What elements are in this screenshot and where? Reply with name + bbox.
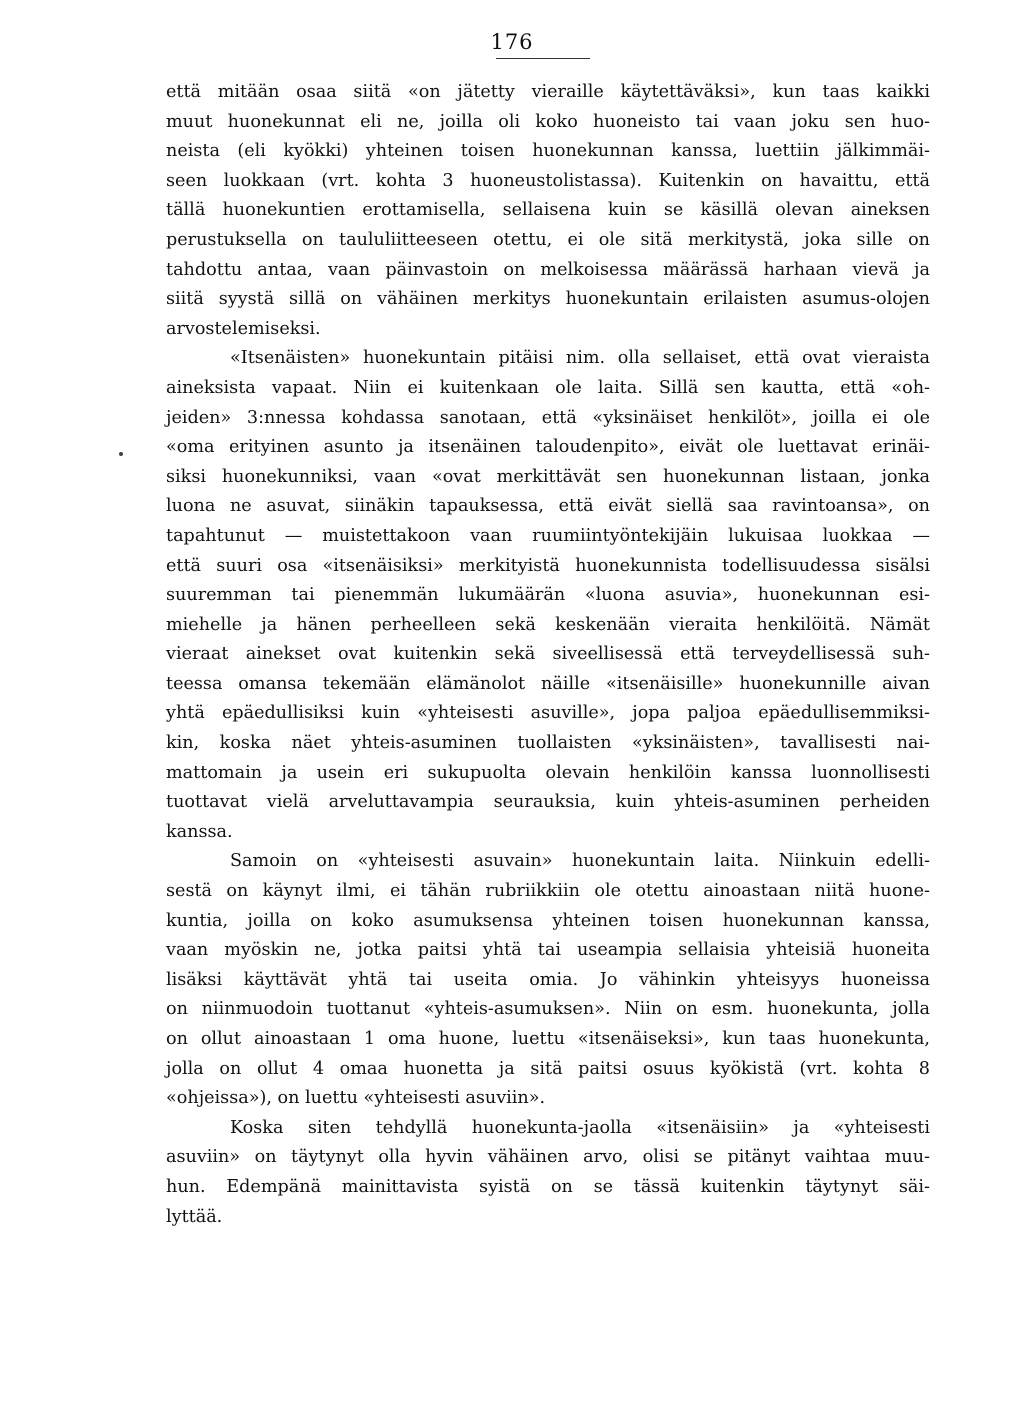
- text-line: arvostelemiseksi.: [166, 318, 321, 339]
- paragraph-start-line: Samoin on «yhteisesti asuvain» huonekuntain laita. Niinkuin edelli-: [230, 851, 930, 872]
- text-line: jolla on ollut 4 omaa huonetta ja sitä paitsi osuus kyökistä (vrt. kohta 8: [166, 1058, 930, 1079]
- text-line: lyttää.: [166, 1206, 223, 1227]
- text-line: sestä on käynyt ilmi, ei tähän rubriikkiin ole otettu ainoastaan niitä huone-: [166, 881, 930, 902]
- text-line: lisäksi käyttävät yhtä tai useita omia. Jo vähinkin yhteisyys huoneissa: [166, 969, 930, 990]
- body-text: [166, 78, 930, 1232]
- text-line: perustuksella on taululiitteeseen otettu, ei ole sitä merkitystä, joka sille on: [166, 229, 930, 250]
- text-line: luona ne asuvat, siinäkin tapauksessa, että eivät siellä saa ravintoansa», on: [166, 496, 930, 517]
- text-line: jeiden» 3:nnessa kohdassa sanotaan, että «yksinäiset henkilöt», joilla ei ole: [166, 407, 930, 428]
- text-line: vieraat ainekset ovat kuitenkin sekä siveellisessä että terveydellisessä suh-: [166, 644, 930, 665]
- margin-mark: [119, 452, 123, 456]
- text-line: hun. Edempänä mainittavista syistä on se tässä kuitenkin täytynyt säi-: [166, 1176, 930, 1197]
- text-line: «oma erityinen asunto ja itsenäinen taloudenpito», eivät ole luettavat erinäi-: [166, 437, 930, 458]
- text-line: kuntia, joilla on koko asumuksensa yhteinen toisen huonekunnan kanssa,: [166, 910, 930, 931]
- text-line: että mitään osaa siitä «on jätetty vieraille käytettäväksi», kun taas kaikki: [166, 82, 930, 102]
- paragraph-start-line: Koska siten tehdyllä huonekunta-jaolla «itsenäisiin» ja «yhteisesti: [230, 1117, 930, 1138]
- text-line: on ollut ainoastaan 1 oma huone, luettu «itsenäiseksi», kun taas huonekunta,: [166, 1029, 930, 1049]
- text-line: seen luokkaan (vrt. kohta 3 huoneustolistassa). Kuitenkin on havaittu, että: [166, 170, 930, 191]
- text-line: miehelle ja hänen perheelleen sekä keskenään vieraita henkilöitä. Nämät: [166, 614, 930, 635]
- text-line: on niinmuodoin tuottanut «yhteis-asumuksen». Niin on esm. huonekunta, jolla: [166, 999, 930, 1020]
- text-line: että suuri osa «itsenäisiksi» merkityistä huonekunnista todellisuudessa sisälsi: [166, 555, 930, 576]
- text-line: kin, koska näet yhteis-asuminen tuollaisten «yksinäisten», tavallisesti nai-: [166, 733, 930, 754]
- paragraph-start-line: «Itsenäisten» huonekuntain pitäisi nim. olla sellaiset, että ovat vieraista: [230, 348, 930, 369]
- text-line: mattomain ja usein eri sukupuolta olevain henkilöin kanssa luonnollisesti: [166, 762, 930, 783]
- text-line: neista (eli kyökki) yhteinen toisen huonekunnan kanssa, luettiin jälkimmäi-: [166, 141, 930, 162]
- text-line: yhtä epäedullisiksi kuin «yhteisesti asuville», jopa paljoa epäedullisemmiksi-: [166, 703, 930, 724]
- text-line: suuremman tai pienemmän lukumäärän «luona asuvia», huonekunnan esi-: [166, 585, 930, 606]
- text-line: «ohjeissa»), on luettu «yhteisesti asuviin».: [166, 1088, 546, 1109]
- text-line: tuottavat vielä arveluttavampia seurauksia, kuin yhteis-asuminen perheiden: [166, 792, 930, 813]
- page-number-rule: [496, 58, 590, 59]
- text-line: teessa omansa tekemään elämänolot näille «itsenäisille» huonekunnille aivan: [166, 673, 930, 694]
- text-line: siksi huonekunniksi, vaan «ovat merkittävät sen huonekunnan listaan, jonka: [166, 466, 930, 487]
- text-line: tällä huonekuntien erottamisella, sellaisena kuin se käsillä olevan aineksen: [166, 200, 930, 221]
- text-line: siitä syystä sillä on vähäinen merkitys huonekuntain erilaisten asumus-olojen: [166, 289, 930, 310]
- text-line: tahdottu antaa, vaan päinvastoin on melkoisessa määrässä harhaan vievä ja: [166, 259, 930, 280]
- text-line: asuviin» on täytynyt olla hyvin vähäinen arvo, olisi se pitänyt vaihtaa muu-: [166, 1147, 930, 1168]
- text-line: muut huonekunnat eli ne, joilla oli koko huoneisto tai vaan joku sen huo-: [166, 111, 930, 132]
- text-line: tapahtunut — muistettakoon vaan ruumiintyöntekijäin lukuisaa luokkaa —: [166, 525, 930, 546]
- text-line: kanssa.: [166, 821, 233, 842]
- text-line: aineksista vapaat. Niin ei kuitenkaan ole laita. Sillä sen kautta, että «oh-: [166, 377, 930, 398]
- text-line: vaan myöskin ne, jotka paitsi yhtä tai useampia sellaisia yhteisiä huoneita: [166, 940, 930, 961]
- page-number: 176: [490, 30, 534, 54]
